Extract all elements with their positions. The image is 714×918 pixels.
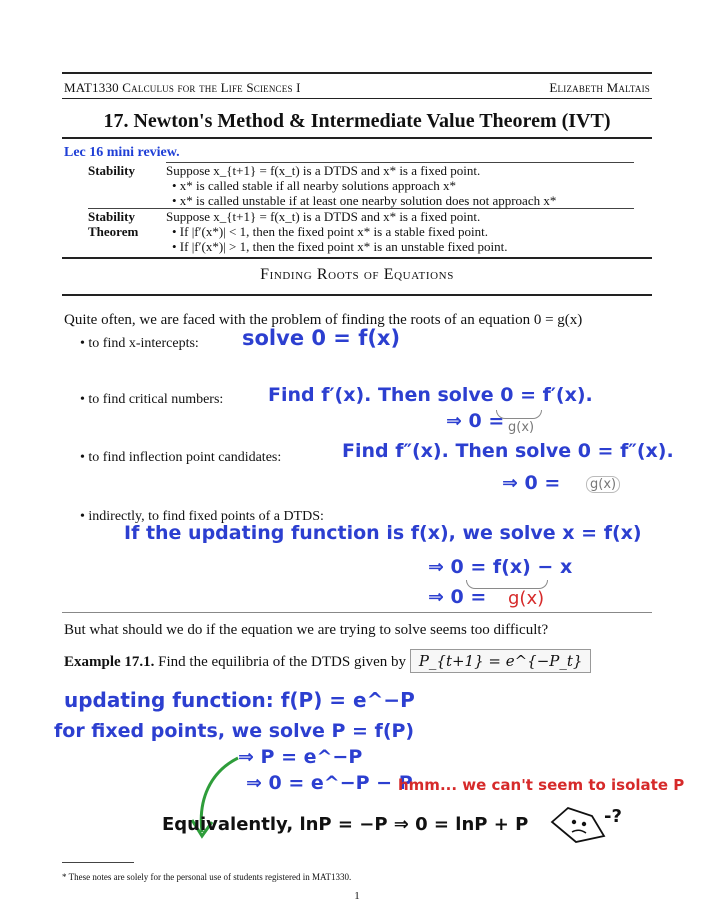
divider <box>62 612 652 613</box>
section-rule-bottom <box>62 294 652 296</box>
handwritten-note: ⇒ 0 = <box>502 472 561 494</box>
example-label: Example 17.1. <box>64 654 155 670</box>
footnote: * These notes are solely for the personal use of students registered in MAT1330. <box>62 872 352 882</box>
question-text: But what should we do if the equation we are trying to solve seems too difficult? <box>64 622 549 638</box>
review-line: • If |f′(x*)| > 1, then the fixed point x* is an unstable fixed point. <box>172 239 508 254</box>
handwritten-note: Find f″(x). Then solve 0 = f″(x). <box>342 440 674 462</box>
review-line: Suppose x_{t+1} = f(x_t) is a DTDS and x* is a fixed point. <box>166 209 481 224</box>
title-rule <box>62 137 652 139</box>
underbrace-icon <box>496 410 542 419</box>
handwork-note: hmm... we can't seem to isolate P <box>398 776 685 794</box>
review-heading: Lec 16 mini review. <box>64 145 180 160</box>
handwritten-note: ⇒ 0 = <box>446 410 505 432</box>
bullet-fixed-points: • indirectly, to find fixed points of a DTDS: <box>80 509 324 524</box>
review-line: • x* is called stable if all nearby solutions approach x* <box>172 178 456 193</box>
course-header: MAT1330 Calculus for the Life Sciences I <box>64 80 301 95</box>
handwork-line: updating function: f(P) = e^−P <box>64 688 415 712</box>
top-rule <box>62 72 652 74</box>
review-line: Suppose x_{t+1} = f(x_t) is a DTDS and x* is a fixed point. <box>166 163 481 178</box>
handwritten-note: If the updating function is f(x), we solve x = f(x) <box>124 522 642 544</box>
handwritten-g: g(x) <box>586 476 620 493</box>
review-line: • x* is called unstable if at least one nearby solution does not approach x* <box>172 193 557 208</box>
handwork-line: ⇒ 0 = e^−P − P <box>246 772 413 794</box>
handwritten-note: Find f′(x). Then solve 0 = f′(x). <box>268 384 593 406</box>
review-label-stability-theorem: Stability <box>88 209 135 224</box>
bullet-inflection-points: • to find inflection point candidates: <box>80 450 282 465</box>
review-line: • If |f′(x*)| < 1, then the fixed point x* is a stable fixed point. <box>172 224 488 239</box>
handwork-line: for fixed points, we solve P = f(P) <box>54 720 415 742</box>
author-header: Elizabeth Maltais <box>549 80 650 95</box>
header-rule <box>62 98 652 99</box>
bullet-critical-numbers: • to find critical numbers: <box>80 392 224 407</box>
face-note: -? <box>604 806 622 827</box>
handwritten-note: ⇒ 0 = f(x) − x <box>428 556 573 578</box>
bullet-x-intercepts: • to find x-intercepts: <box>80 336 199 351</box>
footnote-rule <box>62 862 134 863</box>
handwork-line: Equivalently, lnP = −P ⇒ 0 = lnP + P <box>162 814 529 835</box>
page-number: 1 <box>354 890 360 902</box>
section-rule-top <box>62 257 652 259</box>
handwork-line: ⇒ P = e^−P <box>238 746 363 768</box>
page-title: 17. Newton's Method & Intermediate Value Theorem (IVT) <box>103 110 611 132</box>
review-label-stability: Stability <box>88 163 135 178</box>
handwritten-g-red: g(x) <box>508 588 545 609</box>
intro-text: Quite often, we are faced with the problem of finding the roots of an equation 0 = g(x) <box>64 312 583 328</box>
handwritten-note: solve 0 = f(x) <box>242 326 401 350</box>
handwritten-g: g(x) <box>508 420 535 435</box>
example-formula: P_{t+1} = e^{−P_t} <box>410 649 592 673</box>
confused-face-icon <box>546 800 612 848</box>
review-label-theorem: Theorem <box>88 224 139 239</box>
handwritten-note: ⇒ 0 = <box>428 586 487 608</box>
example-text: Find the equilibria of the DTDS given by <box>158 654 407 670</box>
section-title: Finding Roots of Equations <box>260 266 454 283</box>
